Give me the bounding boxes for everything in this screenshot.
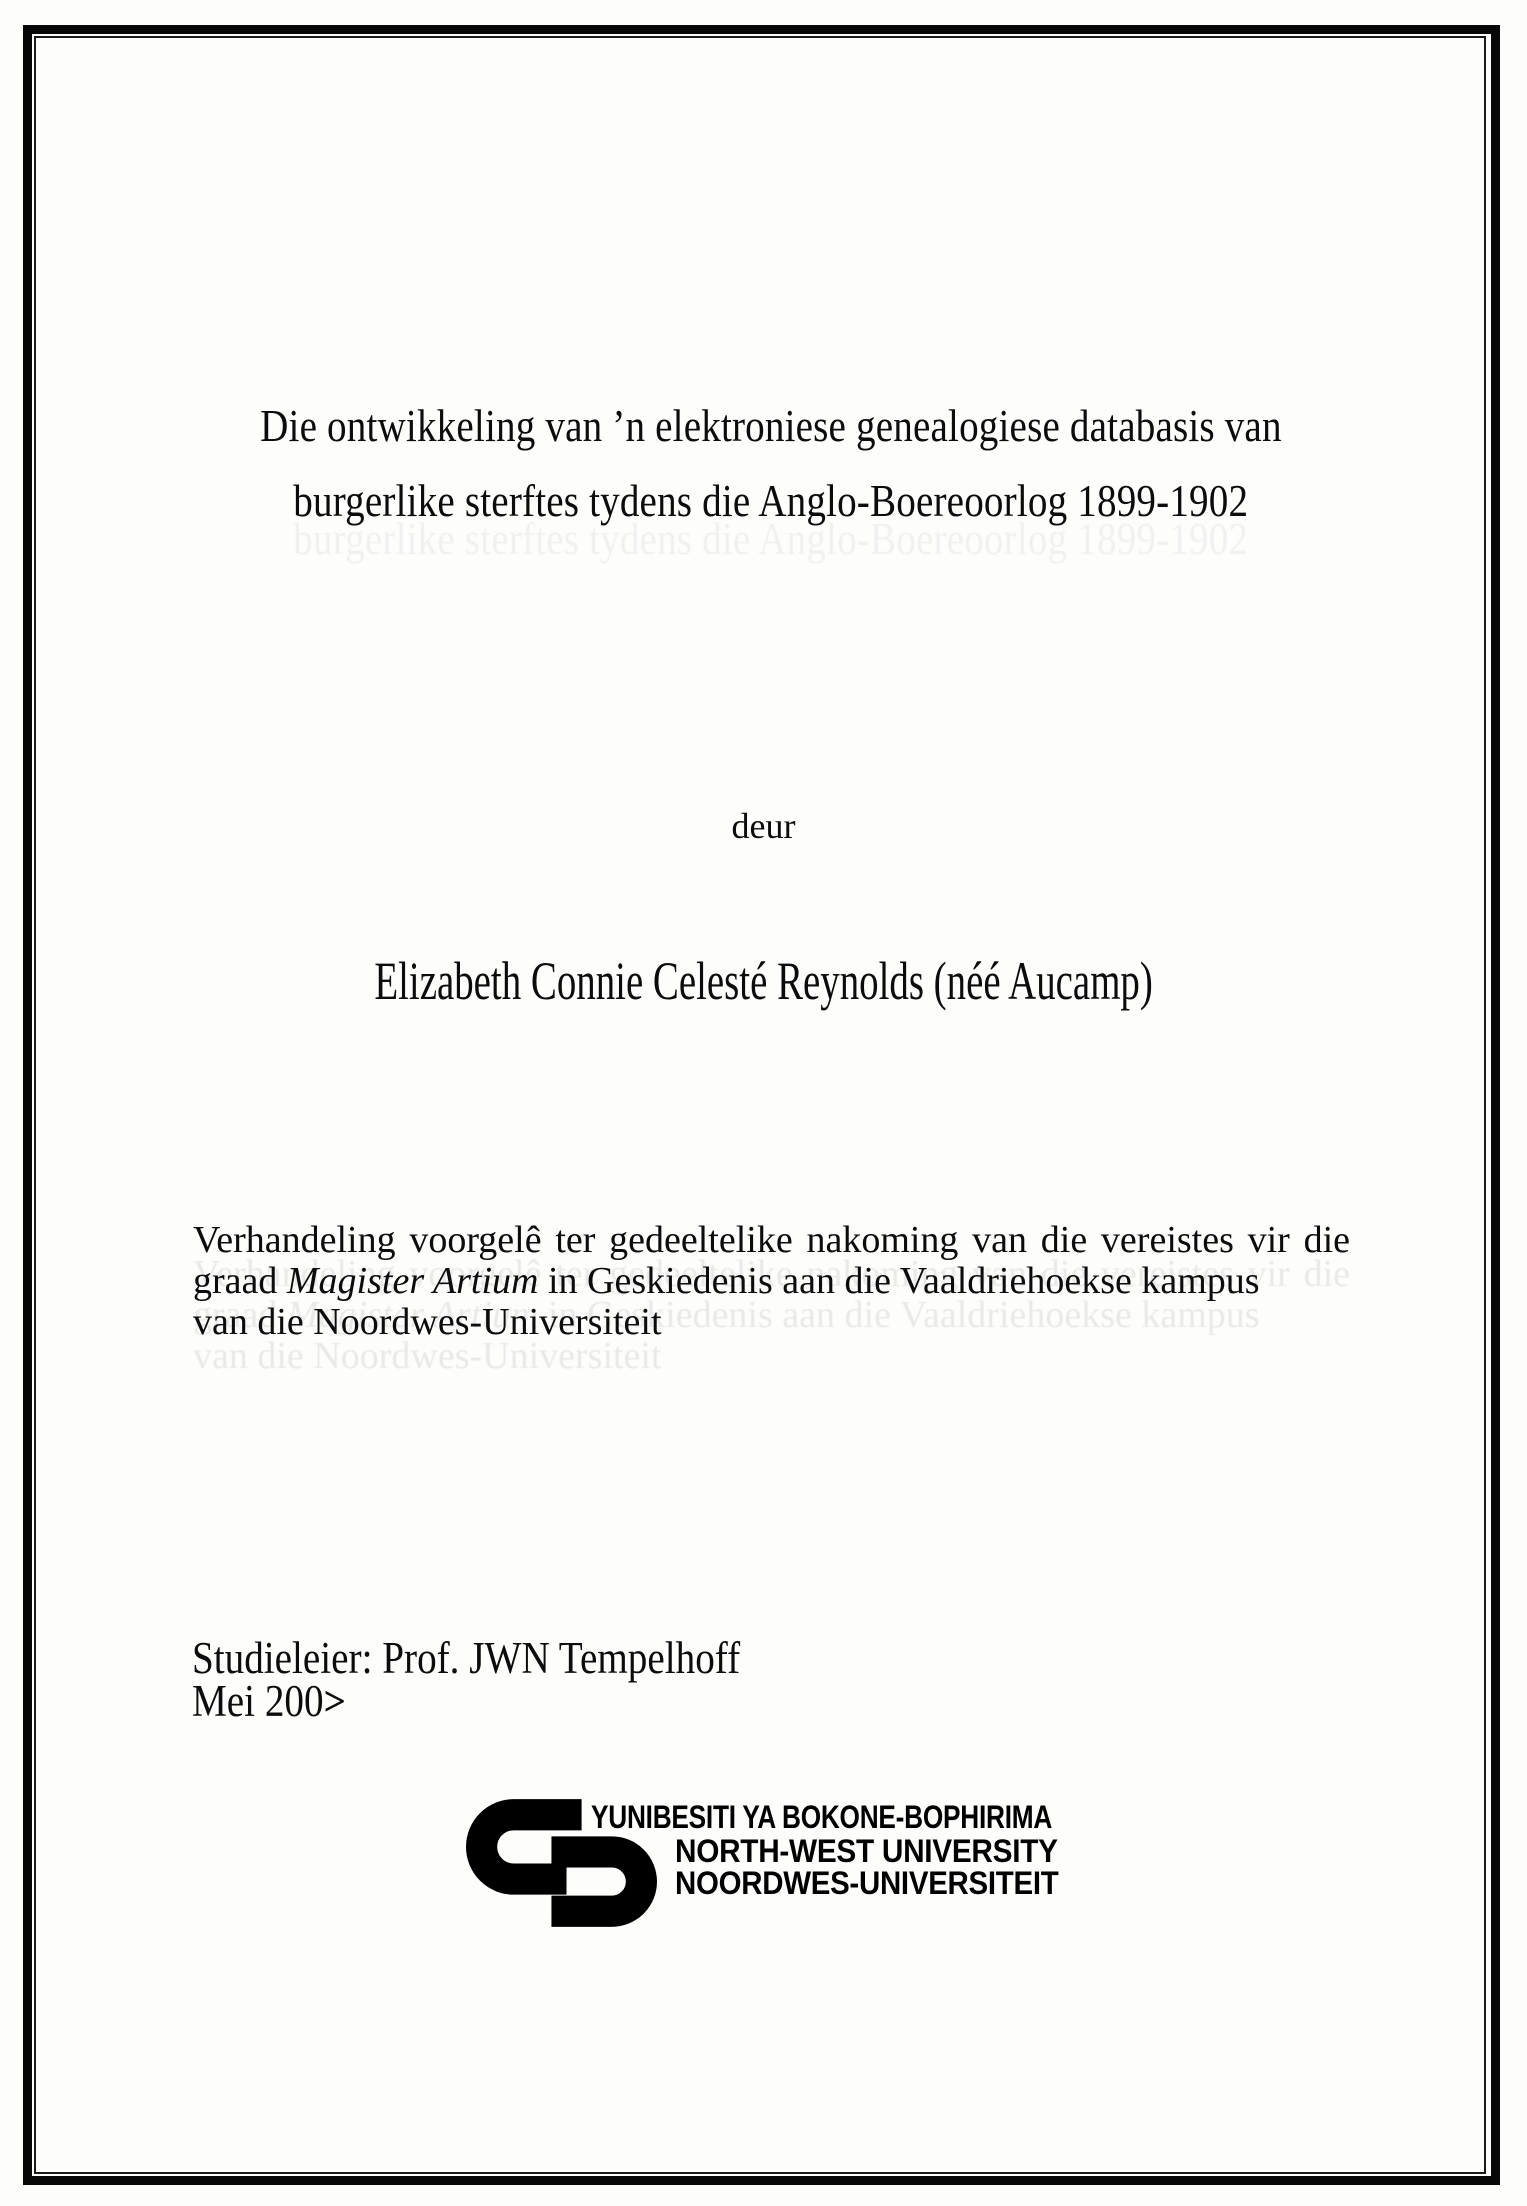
logo-text-english <box>675 1834 1086 1868</box>
thesis-title-line2 <box>50 476 1491 526</box>
logo-text-setswana-text: YUNIBESITI YA BOKONE-BOPHIRIMA <box>591 1799 1053 1835</box>
thesis-title-line1 <box>50 401 1491 451</box>
degree-statement-line3: van die Noordwes-Universiteit <box>193 1301 662 1343</box>
author-name <box>0 953 1527 1009</box>
thesis-title-line2-text: burgerlike sterftes tydens die Anglo-Boereoorlog 1899-1902 <box>293 475 1248 526</box>
degree-statement-line1: Verhandeling voorgelê ter gedeeltelike nakoming van die vereistes vir die <box>193 1219 1350 1261</box>
logo-text-setswana <box>591 1800 1153 1834</box>
author-name-text: Elizabeth Connie Celesté Reynolds (néé Aucamp) <box>374 951 1153 1011</box>
supervisor-line: Studieleier: Prof. JWN Tempelhoff <box>192 1633 741 1683</box>
date-glyph: > <box>323 1678 346 1725</box>
thesis-title-line1-text: Die ontwikkeling van ’n elektroniese genealogiese databasis van <box>259 400 1282 451</box>
degree-statement-line2 <box>193 1261 1350 1302</box>
date-text: Mei 200 <box>192 1676 324 1726</box>
logo-text-english-text: NORTH-WEST UNIVERSITY <box>675 1833 1058 1869</box>
logo-text-afrikaans-text: NOORDWES-UNIVERSITEIT <box>675 1865 1059 1901</box>
date-line <box>192 1676 740 1726</box>
supervisor-block <box>192 1633 741 1726</box>
degree-statement-line2-post: in Geskiedenis aan die Vaaldriehoekse kampus <box>538 1260 1260 1302</box>
byline-deur: deur <box>731 806 796 846</box>
logo-text-afrikaans <box>675 1866 1092 1900</box>
degree-statement-line2-pre: graad <box>193 1260 287 1302</box>
degree-statement <box>193 1220 1350 1343</box>
degree-name-italic: Magister Artium <box>286 1260 539 1302</box>
